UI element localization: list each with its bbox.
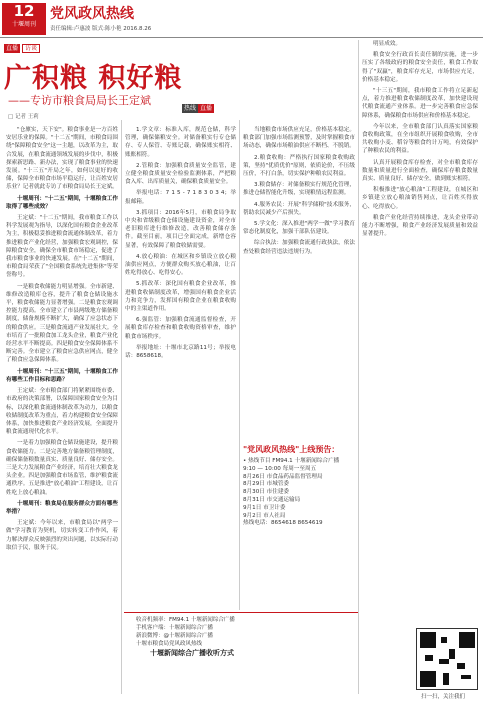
paragraph: 5.抓改革：深化国有粮食企业改革，推进粮食收储制度改革，增强国有粮食企业活力和竞争力，发挥国有粮食企业在粮食收购中的主渠道作用。 <box>125 281 236 313</box>
schedule-hotline: 热线电话：8654618 8654619 <box>243 520 323 527</box>
subheadline: ——专访市粮食局局长王定斌 <box>8 94 151 107</box>
radio-footer <box>124 612 358 646</box>
hotline-schedule <box>243 440 355 612</box>
paper-name: 十堰周刊 <box>11 21 36 28</box>
paragraph: 粮食安全行政首长责任制的实施，进一步压实了各级政府的粮食安全责任，粮食工作取得了"双赢"，粮食库存充足，市场供应充足，价格基本稳定。 <box>362 52 478 83</box>
schedule-row: 8月31日 市交通运输局 <box>243 496 301 503</box>
byline: □ 记者 王莉 <box>8 114 39 120</box>
live-label: 直播 <box>200 105 213 112</box>
article-column-2 <box>125 126 236 611</box>
schedule-row: 8月29日 市城管委 <box>243 481 290 488</box>
column-divider <box>121 120 122 694</box>
footer-line: 收音机频率：FM94.1 十堰新闻综合广播 <box>136 617 235 623</box>
paragraph: 3.抓项目：2016年5月，市粮食局争取中央和省级粮食仓储设施建设资金，对全市老旧粮库进行维修改造，改善粮食储存条件。截至目前，项目已全面完成，新增仓容显著，有效保障了粮食收储需要。 <box>125 209 236 249</box>
article-column-1 <box>6 126 118 694</box>
hotline-label: 热线 <box>184 105 197 112</box>
qr-code-icon <box>416 628 478 690</box>
schedule-row: 9月2日 市人社局 <box>243 512 286 519</box>
header-divider <box>0 37 483 38</box>
tag-live: 直播 <box>6 45 19 52</box>
paragraph: 一是粮食收储能力明显增强。全市新建、维修改造粮库仓容，提升了粮食仓储设施水平，粮食收储能力显著增强。二是粮食宏观调控能力提高。全市建立了市县两级地方储备粮制度，储备规模不断扩大，确保了应急状态下的粮食供应。三是粮食流通产业发展壮大。全市培育了一批粮食加工龙头企业，粮食产业化经营水平不断提高。四是粮食安全保障体系不断完善。全市建立了粮食应急供应网点，健全了粮食应急保障体系。 <box>6 283 118 364</box>
paragraph: 2.粮食收购：严格执行国家粮食收购政策，坚持"优质优价"原则，依质论价，不压级压价，不打白条，切实保护种粮农民利益。 <box>243 154 355 178</box>
paragraph: 认真开展粮食库存检查，对全市粮食库存数量和质量进行全面检查，确保库存粮食数量真实、质量良好、储存安全，做到账实相符。 <box>362 159 478 183</box>
paragraph: 王定斌：全市粮食部门将紧紧围绕市委、市政府的决策部署，以保障国家粮食安全为目标，以深化粮食流通体制改革为动力，以粮食收储制度改革为重点，着力构建粮食安全保障体系，加快推进粮食产业经济发展，全面提升粮食流通现代化水平。 <box>6 388 118 436</box>
paragraph: 6.强监管：加强粮食流通监督检查，开展粮食库存检查和粮食收购资格审查，维护粮食市场秩序。 <box>125 317 236 340</box>
question: 十堰周刊："十二五"期间，十堰粮食工作取得了哪些成效？ <box>6 195 118 210</box>
schedule-time: 9:10 — 10:00 每周一至周五 <box>243 465 317 472</box>
paragraph: 积极推进"放心粮油"工程建设，在城区和乡镇建立放心粮油销售网点，让百姓买得放心、吃得放心。 <box>362 187 478 210</box>
paragraph: 一是着力加强粮食仓储设施建设，提升粮食收储能力。二是完善地方储备粮管理制度，确保储备粮数量真实、质量良好、储存安全。三是大力发展粮食产业经济，培育壮大粮食龙头企业。四是加强粮食市场监管，维护粮食流通秩序。五是推进"放心粮油"工程建设，让百姓吃上放心粮油。 <box>6 440 118 496</box>
column-divider <box>239 120 240 610</box>
qr-caption: 扫一扫，关注我们 <box>421 694 466 700</box>
radio-ad-title: 十堰新闻综合广播收听方式 <box>150 649 234 657</box>
paragraph: 举报地址：十堰市北京路11号；举报电话：8658618。 <box>125 344 236 360</box>
paragraph: 当地粮食市场供应充足，价格基本稳定。粮食部门加强市场监测预警，及时掌握粮食市场动态，确保市场粮油供应不断档、不脱销。 <box>243 127 355 150</box>
paragraph: 粮食产业化经营持续推进，龙头企业带动能力不断增强，粮食产业经济发展质量和效益显著提升。 <box>362 214 478 238</box>
question: 十堰周刊：粮食局在服务群众方面有哪些举措？ <box>6 500 118 515</box>
editor-meta: 责任编辑:卢惠波 版式:陈小艳 2016.8.26 <box>50 26 152 32</box>
paragraph: 2.管粮食：加强粮食质量安全监管，建立健全粮食质量安全检验监测体系，严把粮食入库、出库质量关，确保粮食质量安全。 <box>125 162 236 186</box>
paragraph: "仓廪实，天下安"。粮食事业是一方百姓安居乐业的保障。"十二五"期间，市粮食局围绕"保障粮食安全"这一主题，以改革为主，取合发展，在粮食流通领域发展的步伐中，积极探索新思路、新办法，实现了粮食事业的快速发展。"十三五"开局之年，如何以更好的收储，保障全市粮食市场平稳运行，让百姓安居乐业？记者就此专访了市粮食局局长王定斌。 <box>6 127 118 191</box>
schedule-intro: • 热线节目 FM94.1 十堰新闻综合广播 <box>243 458 340 464</box>
column-divider <box>358 40 359 694</box>
paragraph: 明显成效。 <box>373 41 401 47</box>
page-number: 12 <box>13 2 35 20</box>
paragraph: 举报电话：7 1 5 - 7 1 8 3 0 3 4；举报邮箱。 <box>125 190 236 205</box>
hotline-box-header <box>182 104 214 113</box>
paragraph: 3.粮食储存：对储备粮实行规范化管理，推进仓储智能化升级，实现粮情远程监测。 <box>243 182 355 197</box>
article-column-3 <box>243 126 355 436</box>
question: 十堰周刊："十三五"期间，十堰粮食工作有哪些工作目标和思路？ <box>6 368 118 383</box>
schedule-row: 9月1日 市卫计委 <box>243 504 286 511</box>
page-header <box>0 0 483 38</box>
paragraph: 王定斌："十二五"期间，我市粮食工作以科学发展观为指导，以深化国有粮食企业改革为主，积极稳妥推进粮食流通体制改革，着力推进粮食产业化经营，加强粮食宏观调控，保障粮食安全，确保全市粮食市场稳定，促进了我市粮食事业的快速发展。在"十二五"期间，市粮食局荣获了"全国粮食系统先进集体"等荣誉称号。 <box>6 215 118 279</box>
paragraph: 4.放心粮油：在城区和乡镇设立放心粮油供应网点，方便群众购买放心粮油，让百姓吃得放心、吃得安心。 <box>125 253 236 277</box>
footer-line: 新浪微博：@十堰新闻综合广播 <box>136 633 214 639</box>
page-number-badge <box>2 3 46 35</box>
schedule-row: 8月26日 市食品药品监督管理局 <box>243 473 323 480</box>
schedule-title: "党风政风热线"上线预告： <box>243 445 340 454</box>
paragraph: 今年以来，全市粮食部门认真落实国家粮食收购政策，在全市组织开展粮食收购，全市共收购小麦、稻谷等粮食约计万吨，有效保护了种粮农民的利益。 <box>362 123 478 155</box>
paragraph: 1.学文章：标准入库，规范仓储，科学管理，确保储粮安全。对储备粮实行专仓储存、专人保管、专账记载，确保账实相符、账账相符。 <box>125 127 236 158</box>
paragraph: 4.服务农民：开展"科学储粮"技术服务，帮助农民减少产后损失。 <box>243 201 355 216</box>
schedule-row: 8月30日 市住建委 <box>243 489 290 496</box>
tag-interview: 访谈 <box>22 44 40 53</box>
paragraph: 综合执法：加强粮食流通行政执法，依法查处粮食经营违法违规行为。 <box>243 240 355 255</box>
paragraph: 5.学文化：深入推进"两学一做"学习教育常态化制度化，加强干部队伍建设。 <box>243 221 355 236</box>
paragraph: "十三五"期间，我市粮食工作将立足新起点，着力推进粮食收储制度改革，加快建设现代粮食流通产业体系。进一步完善粮食应急保障体系，确保粮食市场供应和价格基本稳定。 <box>362 88 478 119</box>
article-column-4 <box>362 40 478 468</box>
section-title: 党风政风热线 <box>50 6 134 22</box>
footer-line: 手机客户端：十堰新闻综合广播 <box>136 625 214 631</box>
paragraph: 王定斌：今年以来，市粮食局以"两学一做"学习教育为契机，切实转变工作作风，着力解决群众反映强烈的突出问题，以实际行动取信于民，服务于民。 <box>6 520 118 551</box>
footer-line: 十堰市粮食局党风政风热线 <box>136 641 203 647</box>
headline: 广积粮 积好粮 <box>4 63 183 94</box>
